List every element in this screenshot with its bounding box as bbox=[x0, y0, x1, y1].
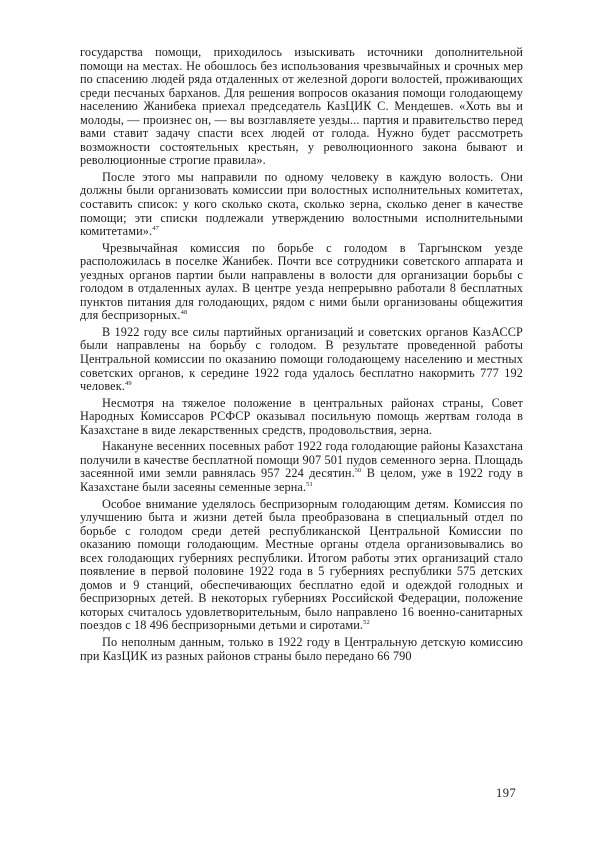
paragraph-2-text: После этого мы направили по одному человеку в каждую волость. Они должны были организовать комиссии при волостных исполнительных комитетах, составить список: у кого сколько скота, сколько зерна, сколько денег в качестве помощи; эти списки подлежали утверждению волостными исполнительными комитетами». bbox=[80, 169, 523, 239]
paragraph-1 bbox=[80, 46, 523, 168]
footnote-ref-47: 47 bbox=[152, 225, 159, 233]
paragraph-3 bbox=[80, 242, 523, 323]
paragraph-6-continuation: В целом, уже в 1922 году в Казахстане были засеяны семенные зерна. bbox=[80, 466, 523, 494]
paragraph-5 bbox=[80, 397, 523, 438]
footnote-ref-51: 51 bbox=[306, 480, 313, 488]
paragraph-4 bbox=[80, 326, 523, 394]
footnote-ref-50: 50 bbox=[354, 467, 362, 475]
paragraph-3-text: Чрезвычайная комиссия по борьбе с голодом в Таргынском уезде расположилась в поселке Жанибек. Почти все сотрудники советского аппарата и уездных органов партии были направлены в волости для организации борьбы с голодом в отдаленных аулах. В центре уезда непрерывно работали 8 бесплатных пунктов питания для голодающих, рядом с ними были организованы общежития для беспризорных. bbox=[80, 240, 523, 323]
paragraph-2 bbox=[80, 171, 523, 239]
paragraph-1-text: государства помощи, приходилось изыскивать источники дополнительной помощи на местах. Не обошлось без использования чрезвычайных и срочных мер по спасению людей ряда отдаленных от железной дороги волостей, проживающих среди песчаных барханов. Для решения вопросов оказания помощи голодающему населению Жанибека приехал председатель КазЦИК С. Мендешев. «Хоть вы и молоды, — произнес он, — вы возглавляете уезды... партия и правительство перед вами ставит задачу спасти всех людей от голода. Нужно будет рассмотреть возможности состоятельных крестьян, у революционного закона бывают и революционные строгие правила». bbox=[80, 45, 523, 168]
paragraph-8 bbox=[80, 636, 523, 663]
paragraph-7 bbox=[80, 498, 523, 633]
paragraph-5-text: Несмотря на тяжелое положение в центральных районах страны, Совет Народных Комиссаров РСФСР оказывал посильную помощь жертвам голода в Казахстане в виде лекарственных средств, продовольствия, зерна. bbox=[80, 395, 523, 437]
paragraph-6-text: Накануне весенних посевных работ 1922 года голодающие районы Казахстана получили в качестве бесплатной помощи 907 501 пудов семенного зерна. Площадь засеянной ими земли равнялась 957 224 десятин. bbox=[80, 439, 523, 481]
footnote-ref-49: 49 bbox=[124, 380, 132, 388]
paragraph-7-text: Особое внимание уделялось беспризорным голодающим детям. Комиссия по улучшению быта и жизни детей была преобразована в специальный отдел по борьбе с голодом среди детей республиканской Центральной Комиссии по оказанию помощи голодающим. Местные органы отдела организовывались во всех голодающих губерниях республики. Итогом работы этих организаций стало появление в первой половине 1922 года в 5 губерниях республики 575 детских домов и 9 станций, обеспечивающих бесплатно едой и одеждой голодных и беспризорных детей. В некоторых губерниях Российской Федерации, положение которых считалось удовлетворительным, было направлено 16 военно-санитарных поездов с 18 496 беспризорными детьми и сиротами. bbox=[80, 496, 523, 633]
footnote-ref-52: 52 bbox=[363, 619, 370, 627]
page-number: 197 bbox=[496, 786, 517, 800]
body-text bbox=[80, 46, 523, 666]
paragraph-4-text: В 1922 году все силы партийных организаций и советских органов КазАССР были направлены на борьбу с голодом. В результате проведенной работы Центральной комиссии по оказанию помощи голодающему населению и местных советских органов, к середине 1922 года удалось бесплатно накормить 777 192 человек. bbox=[80, 324, 523, 394]
paragraph-6 bbox=[80, 440, 523, 494]
paragraph-8-text: По неполным данным, только в 1922 году в Центральную детскую комиссию при КазЦИК из разных районов страны было передано 66 790 bbox=[80, 634, 523, 663]
footnote-ref-48: 48 bbox=[180, 309, 188, 317]
